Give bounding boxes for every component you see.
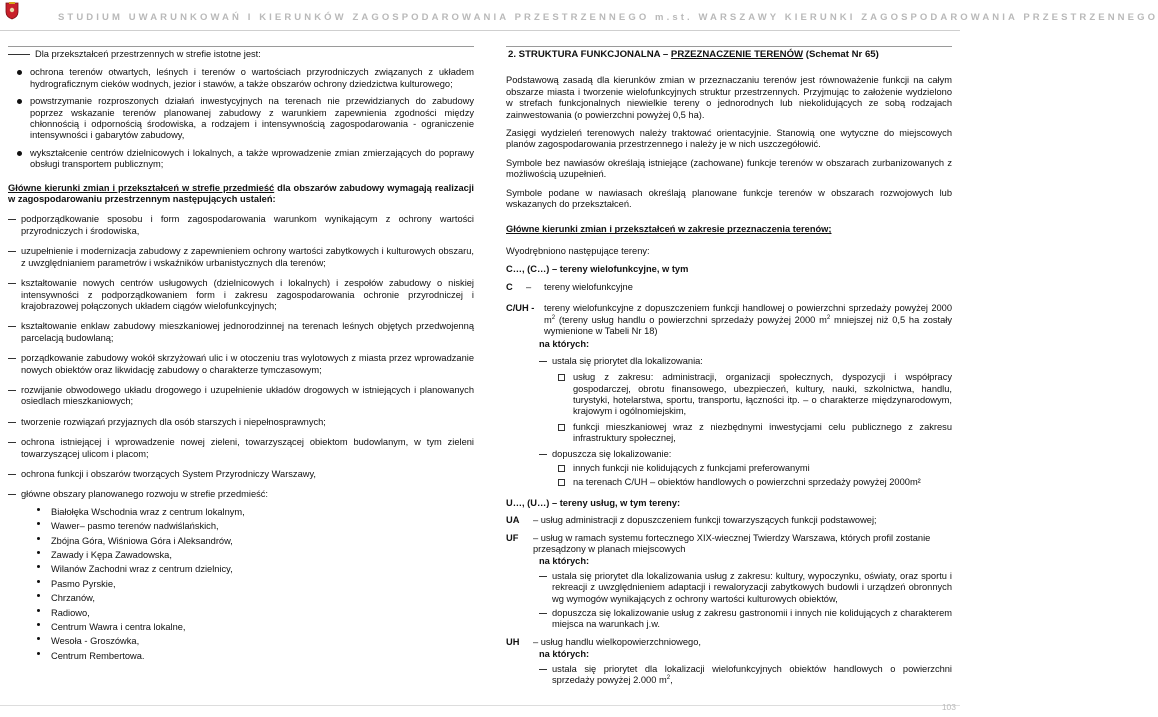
bullet-dot-icon [37,652,40,655]
priority-item: usług z zakresu: administracji, organizacji społecznych, dyspozycji i współpracy gospodarczej, obrotu finansowego, ubezpieczeń, kultury, nauki, szkolnictwa, handlu, turystyki, hotelarstwa, sportu, transportu, łączności itp. – o charakterze międzynarodowym, krajowym i ogólnomiejskim, [553,372,952,418]
c-category-heading: C…, (C…) – tereny wielofunkcyjne, w tym [506,264,689,275]
checkbox-square-icon [558,424,565,431]
area-item: Zawady i Kępa Zawadowska, [8,550,474,561]
na-ktorych-label: na których: [539,649,590,660]
list-item: porządkowanie zabudowy wokół skrzyżowań ulic i w otoczeniu tras wylotowych z miasta przez wprowadzanie nowych obiektów oraz likwidację zabudowy o charakterze tymczasowym; [8,353,474,376]
bullet-dot-icon [17,70,22,75]
bullet-item: wykształcenie centrów dzielnicowych i lokalnych, a także wprowadzenie zmian zmierzających do poprawy obsługi transportem publicznym; [8,148,474,171]
checkbox-square-icon [558,479,565,486]
bullet-item: powstrzymanie rozproszonych działań inwestycyjnych na terenach nie przewidzianych do zabudowy poprzez wskazanie terenów planowanej zabudowy z warunkiem zapewnienia zgodności między chłonnością i odpornością środowiska, a rodzajem i intensywnością zagospodarowania - ograniczenie intensywności i gabarytów zabudowy, [8,96,474,142]
cuh-definition: C/UH - tereny wielofunkcyjne z dopuszczeniem funkcji handlowej o powierzchni sprzedaży powyżej 2000 $m^2$ (tereny usług handlu o powierzchni sprzedaży powyżej 2000 $m^2$ mniejszej niż 0,5 ha zostały wymienione w Tabeli Nr 18) [506,303,952,336]
priority-item: funkcji mieszkaniowej wraz z niezbędnymi inwestycjami celu publicznego z zakresu infrastruktury społecznej, [553,422,952,445]
list-item: kształtowanie enklaw zabudowy mieszkaniowej jednorodzinnej na terenach leśnych objętych przedwojenną parcelacją budowlaną; [8,321,474,344]
bullet-dot-icon [37,580,40,583]
left-column [8,46,474,665]
paragraph: Wyodrębniono następujące tereny: [506,245,650,256]
bullet-dot-icon [37,623,40,626]
list-item: kształtowanie nowych centrów usługowych (dzielnicowych i lokalnych) i zespołów zabudowy o niskiej intensywności z podporządkowaniem form i zakresu zagospodarowania ochronie przyrodniczej i krajobrazowej połączonych układem ciągów wielofunkcyjnych; [8,278,474,312]
right-box-title: 2. STRUKTURA FUNKCJONALNA – PRZEZNACZENIE TERENÓW (Schemat Nr 65) [508,49,879,60]
bullet-dot-icon [37,637,40,640]
list-item: uzupełnienie i modernizacja zabudowy z zapewnieniem ochrony wartości zabytkowych i kulturowych obszaru, z uwzględnianiem parametrów i wskaźników urbanistycznych dla terenów; [8,246,474,269]
na-ktorych-label: na których: [539,339,590,350]
area-item: Białołęka Wschodnia wraz z centrum lokalnym, [8,507,474,518]
bullet-dot-icon [37,537,40,540]
footer-rule [0,705,960,706]
bullet-dot-icon [37,508,40,511]
c-definition: C – tereny wielofunkcyjne [506,281,633,292]
warsaw-crest-icon [5,2,19,20]
allowed-item: innych funkcji nie kolidujących z funkcjami preferowanymi [553,463,952,474]
uf-item: ustala się priorytet dla lokalizowania usług z zakresu: kultury, wypoczynku, oświaty, oraz sportu i rekreacji z uwzględnieniem adaptacji i rewaloryzacji zabytkowych budowli i urządzeń obronnych wg wymogów wynikających z ochrony wartości kulturowych obiektów, [539,571,952,605]
area-item: Wesoła - Groszówka, [8,636,474,647]
uh-item: ustala się priorytet dla lokalizacji wielofunkcyjnych obiektów handlowych o powierzchni sprzedaży powyżej 2.000 $m^2$, [539,664,952,687]
page-header [0,0,1158,31]
list-item: główne obszary planowanego rozwoju w strefie przedmieść: [8,489,474,500]
list-item: rozwijanie obwodowego układu drogowego i uzupełnienie układów drogowych w istniejących i planowanych osiedlach mieszkaniowych; [8,385,474,408]
paragraph: Symbole bez nawiasów określają istniejące (zachowane) funkcje terenów w obszarach zurbanizowanych z możliwością uzupełnień. [506,157,952,180]
right-column [506,46,952,686]
u-category-heading: U…, (U…) – tereny usług, w tym tereny: [506,497,681,508]
bullet-dot-icon [37,551,40,554]
section-heading: Główne kierunki zmian i przekształceń w zakresie przeznaczenia terenów; [506,224,832,235]
bullet-dot-icon [17,151,22,156]
uf-definition: UF – usług w ramach systemu fortecznego XIX-wiecznej Twierdzy Warszawa, których profil zostanie przesądzony w planach miejscowych [506,532,931,554]
list-item: tworzenie rozwiązań przyjaznych dla osób starszych i niepełnosprawnych; [8,417,474,428]
bullet-item: ochrona terenów otwartych, leśnych i terenów o wartościach przyrodniczych związanych z układem hydrograficznym cieków wodnych, jezior i stawów, a także obszarów ochrony dziedzictwa kulturowego; [8,67,474,90]
right-top-rule [506,46,952,47]
area-item: Wawer– pasmo terenów nadwiślańskich, [8,521,474,532]
left-box-title: Dla przekształceń przestrzennych w strefie istotne jest: [8,49,474,60]
main-heading: Główne kierunki zmian i przekształceń w strefie przedmieść dla obszarów zabudowy wymagają realizacji w zagospodarowaniu przestrzennym następujących ustaleń: [8,182,474,205]
priority-label: ustala się priorytet dla lokalizowania: [539,356,952,367]
na-ktorych-label: na których: [539,556,590,567]
list-item: ochrona istniejącej i wprowadzenie nowej zieleni, towarzyszącej obiektom budowlanym, w tym zieleni towarzyszącej ulicom i placom; [8,437,474,460]
bullet-dot-icon [37,565,40,568]
allowed-item: na terenach C/UH – obiektów handlowych o powierzchni sprzedaży powyżej 2000m² [553,477,952,488]
paragraph: Zasięgi wydzieleń terenowych należy traktować orientacyjnie. Stanowią one wytyczne do miejscowych planów zagospodarowania przestrzennego i należy je w nich uszczegółowić. [506,128,952,150]
uh-definition: UH – usług handlu wielkopowierzchniowego, [506,636,701,647]
bullet-dot-icon [37,594,40,597]
list-item: ochrona funkcji i obszarów tworzących System Przyrodniczy Warszawy, [8,469,474,480]
area-item: Zbójna Góra, Wiśniowa Góra i Aleksandrów, [8,536,474,547]
left-top-rule [8,46,474,47]
paragraph: Symbole podane w nawiasach określają planowane funkcje terenów w obszarach rozwojowych lub wskazanych do przekształceń. [506,187,952,210]
page-number: 103 [941,701,956,712]
paragraph: Podstawową zasadą dla kierunków zmian w przeznaczaniu terenów jest równoważenie funkcji na całym obszarze miasta i tworzenie wielofunkcyjnych struktur przestrzennych. Przyjmując to założenie wydzielono w strefach funkcjonalnych niewielkie tereny o jednorodnych lub niekolidujących ze sobą rodzajach zainwestowania (o powierzchni powyżej 0,5 ha). [506,75,952,120]
bullet-dot-icon [37,522,40,525]
bullet-dot-icon [37,609,40,612]
area-item: Wilanów Zachodni wraz z centrum dzielnicy, [8,564,474,575]
list-item: podporządkowanie sposobu i form zagospodarowania warunkom wynikającym z ochrony wartości przyrodniczych i środowiska, [8,214,474,237]
allowed-label: dopuszcza się lokalizowanie: [539,449,952,460]
area-item: Centrum Wawra i centra lokalne, [8,622,474,633]
area-item: Pasmo Pyrskie, [8,579,474,590]
area-item: Centrum Rembertowa. [8,651,474,662]
bullet-dot-icon [17,99,22,104]
checkbox-square-icon [558,374,565,381]
uf-item: dopuszcza się lokalizowanie usług z zakresu gastronomii i innych nie kolidujących z charakterem miejsca na warunkach j.w. [539,608,952,631]
checkbox-square-icon [558,465,565,472]
area-item: Radiowo, [8,608,474,619]
area-list [8,507,474,662]
area-item: Chrzanów, [8,593,474,604]
ua-definition: UA – usług administracji z dopuszczeniem funkcji towarzyszących funkcji podstawowej; [506,515,877,526]
header-title: STUDIUM UWARUNKOWAŃ I KIERUNKÓW ZAGOSPODAROWANIA PRZESTRZENNEGO m.st. WARSZAWY KIERUNKI ZAGOSPODAROWANIA PRZESTRZENNEGO [58,12,1158,23]
